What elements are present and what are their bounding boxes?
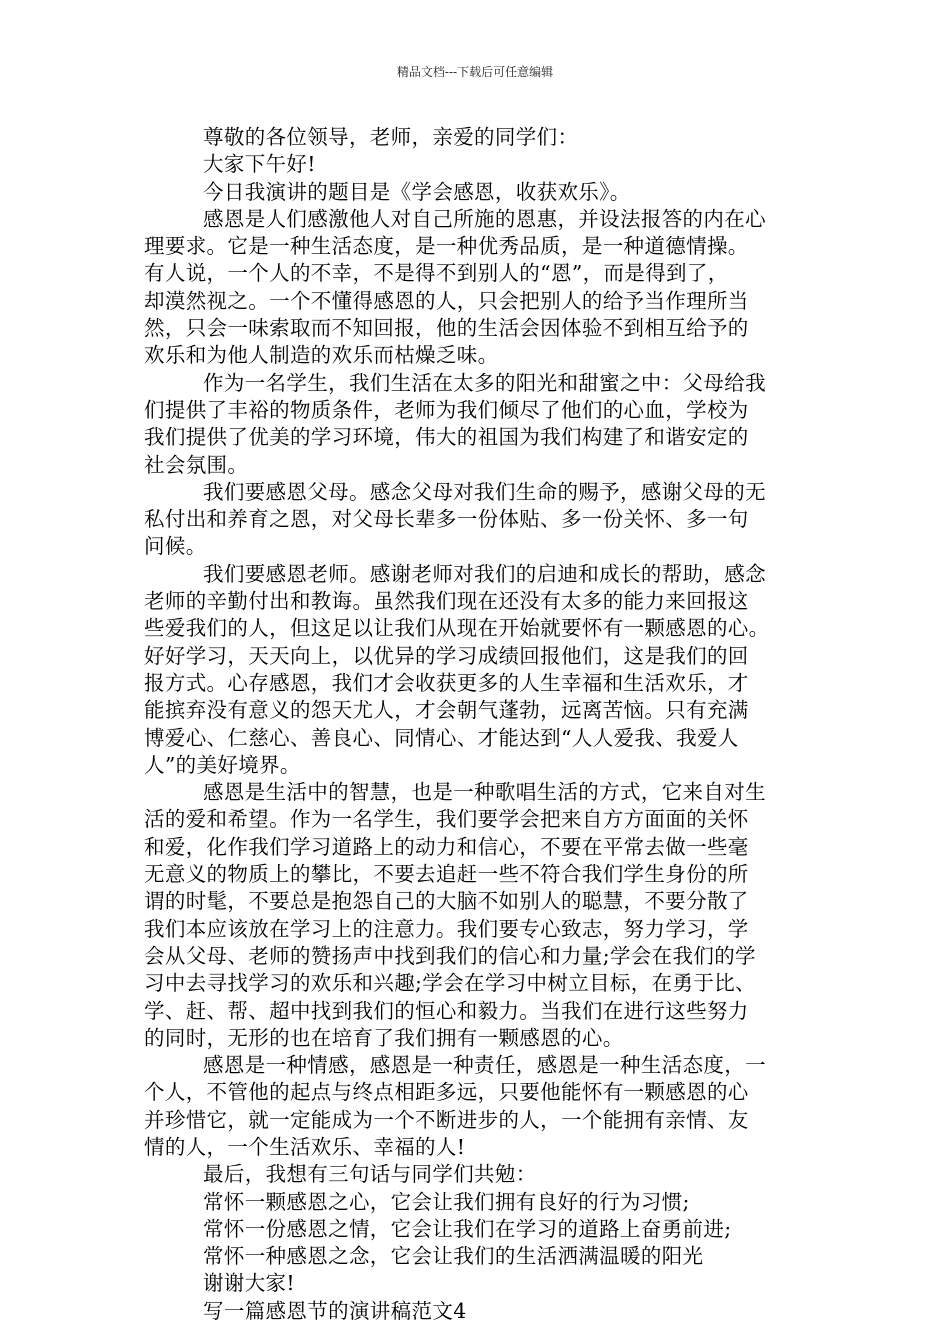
text-line: 个人，不管他的起点与终点相距多远，只要他能怀有一颗感恩的心: [144, 1080, 749, 1105]
text-line: 我们要感恩父母。感念父母对我们生命的赐予，感谢父母的无: [203, 479, 766, 504]
text-line: 常怀一种感恩之念，它会让我们的生活洒满温暖的阳光: [203, 1244, 704, 1269]
text-line: 感恩是一种情感，感恩是一种责任，感恩是一种生活态度，一: [203, 1053, 766, 1078]
text-line: 今日我演讲的题目是《学会感恩，收获欢乐》。: [203, 179, 631, 204]
text-line: 理要求。它是一种生活态度，是一种优秀品质，是一种道德情操。: [144, 234, 749, 259]
text-line: 谢谢大家!: [203, 1271, 295, 1296]
text-line: 然，只会一味索取而不知回报，他的生活会因体验不到相互给予的: [144, 316, 749, 341]
text-line: 博爱心、仁慈心、善良心、同情心、才能达到“人人爱我、我爱人: [144, 725, 739, 750]
text-line: 和爱，化作我们学习道路上的动力和信心，不要在平常去做一些毫: [144, 834, 749, 859]
text-line: 感恩是生活中的智慧，也是一种歌唱生活的方式，它来自对生: [203, 780, 766, 805]
text-line: 有人说，一个人的不幸，不是得不到别人的“恩”，而是得到了，: [144, 261, 729, 286]
text-line: 写一篇感恩节的演讲稿范文4: [203, 1298, 467, 1323]
text-line: 感恩是人们感激他人对自己所施的恩惠，并设法报答的内在心: [203, 206, 766, 231]
text-line: 谓的时髦，不要总是抱怨自己的大脑不如别人的聪慧，不要分散了: [144, 889, 749, 914]
text-line: 活的爱和希望。作为一名学生，我们要学会把来自方方面面的关怀: [144, 807, 749, 832]
text-line: 问候。: [144, 534, 207, 559]
text-line: 常怀一份感恩之情，它会让我们在学习的道路上奋勇前进;: [203, 1216, 732, 1241]
page-header: 精品文档---下载后可任意编辑: [396, 65, 554, 79]
text-line: 会从父母、老师的赞扬声中找到我们的信心和力量;学会在我们的学: [144, 943, 756, 968]
text-line: 我们本应该放在学习上的注意力。我们要专心致志，努力学习，学: [144, 916, 749, 941]
text-line: 最后，我想有三句话与同学们共勉：: [203, 1162, 537, 1187]
text-line: 好好学习，天天向上，以优异的学习成绩回报他们，这是我们的回: [144, 643, 749, 668]
text-line: 些爱我们的人，但这足以让我们从现在开始就要怀有一颗感恩的心。: [144, 616, 770, 641]
text-line: 尊敬的各位领导，老师，亲爱的同学们：: [203, 125, 579, 149]
text-line: 大家下午好!: [203, 152, 316, 177]
text-line: 学、赶、帮、超中找到我们的恒心和毅力。当我们在进行这些努力: [144, 998, 749, 1023]
text-line: 人”的美好境界。: [144, 752, 301, 777]
text-line: 私付出和养育之恩，对父母长辈多一份体贴、多一份关怀、多一句: [144, 507, 749, 532]
text-line: 常怀一颗感恩之心，它会让我们拥有良好的行为习惯;: [203, 1189, 690, 1214]
text-line: 我们提供了优美的学习环境，伟大的祖国为我们构建了和谐安定的: [144, 425, 749, 450]
text-line: 老师的辛勤付出和教诲。虽然我们现在还没有太多的能力来回报这: [144, 589, 749, 614]
text-line: 无意义的物质上的攀比，不要去追赶一些不符合我们学生身份的所: [144, 862, 749, 887]
text-line: 欢乐和为他人制造的欢乐而枯燥乏味。: [144, 343, 499, 368]
text-line: 社会氛围。: [144, 452, 249, 477]
speech-body: [144, 124, 820, 1325]
text-line: 并珍惜它，就一定能成为一个不断进步的人，一个能拥有亲情、友: [144, 1107, 749, 1132]
text-line: 却漠然视之。一个不懂得感恩的人，只会把别人的给予当作理所当: [144, 288, 749, 313]
text-line: 们提供了丰裕的物质条件，老师为我们倾尽了他们的心血，学校为: [144, 397, 749, 422]
text-line: 习中去寻找学习的欢乐和兴趣;学会在学习中树立目标，在勇于比、: [144, 971, 756, 996]
text-line: 报方式。心存感恩，我们才会收获更多的人生幸福和生活欢乐，才: [144, 670, 749, 695]
text-line: 能摈弃没有意义的怨天尤人，才会朝气蓬勃，远离苦恼。只有充满: [144, 698, 749, 723]
text-line: 的同时，无形的也在培育了我们拥有一颗感恩的心。: [144, 1025, 624, 1050]
text-line: 作为一名学生，我们生活在太多的阳光和甜蜜之中：父母给我: [203, 370, 766, 395]
text-line: 我们要感恩老师。感谢老师对我们的启迪和成长的帮助，感念: [203, 561, 766, 586]
text-line: 情的人，一个生活欢乐、幸福的人!: [144, 1134, 466, 1159]
